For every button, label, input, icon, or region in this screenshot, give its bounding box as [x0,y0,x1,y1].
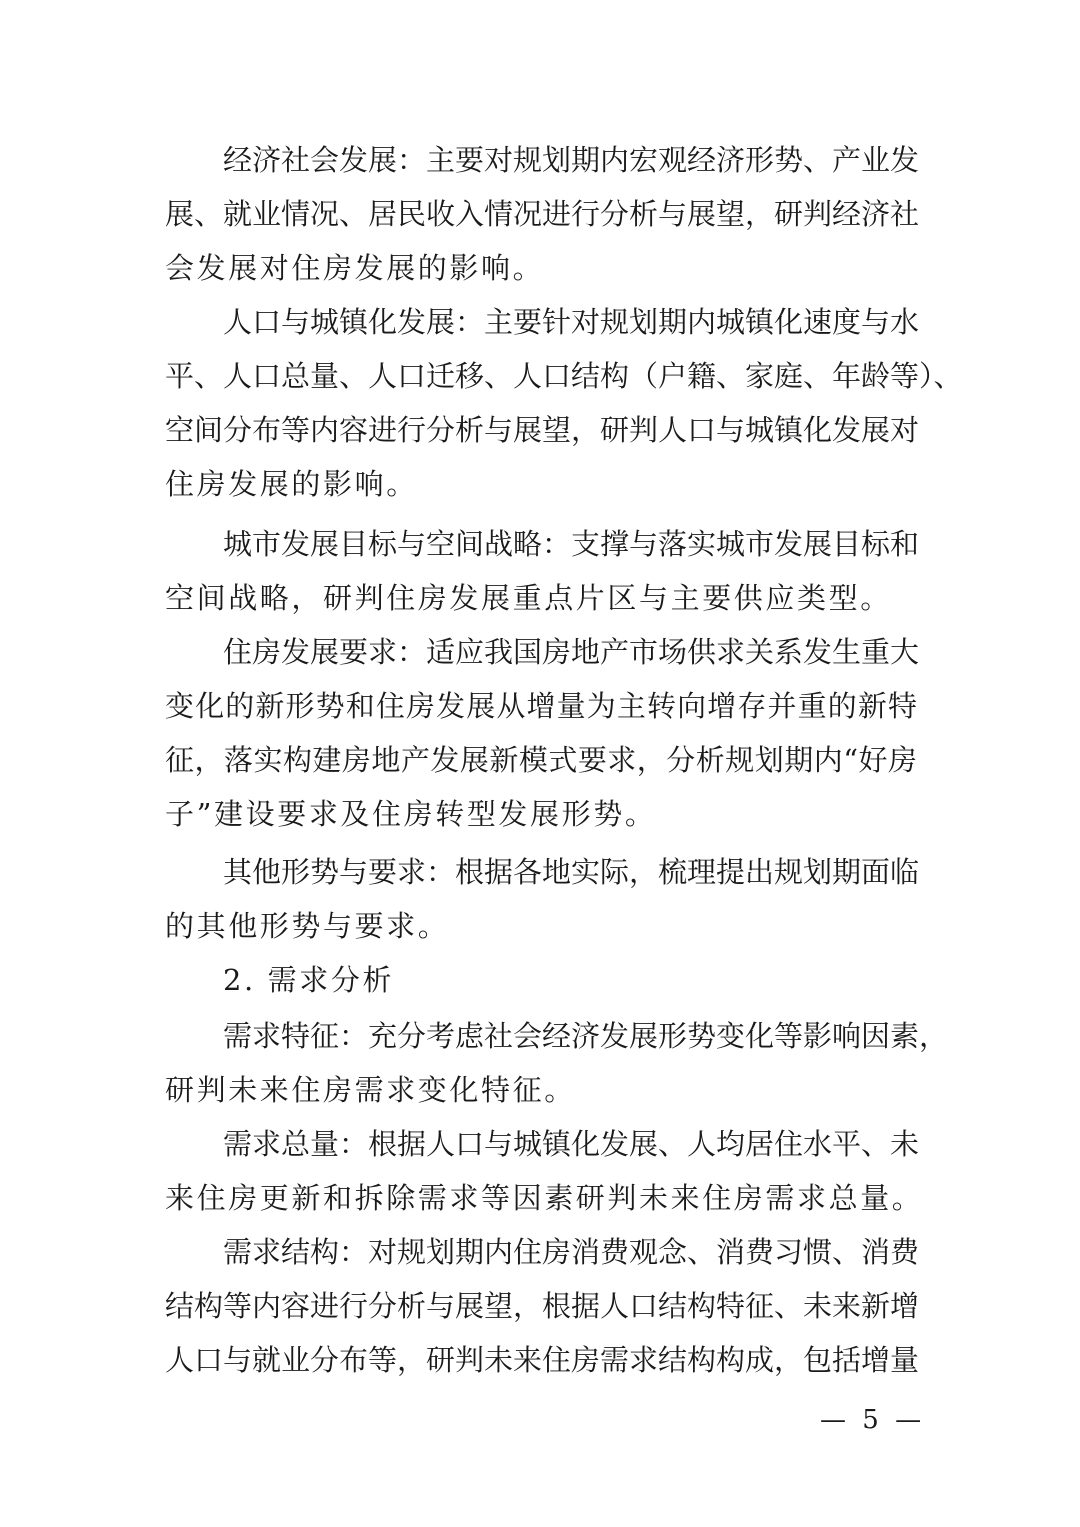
text-line: 研判未来住房需求变化特征。 [165,1073,576,1107]
text-line: 变化的新形势和住房发展从增量为主转向增存并重的新特 [165,689,917,723]
text-line: 空间战略，研判住房发展重点片区与主要供应类型。 [165,581,892,615]
text-line: 人口与就业分布等，研判未来住房需求结构构成，包括增量 [165,1343,920,1377]
text-line: 住房发展要求：适应我国房地产市场供求关系发生重大 [223,635,920,669]
text-line: 结构等内容进行分析与展望，根据人口结构特征、未来新增 [165,1289,920,1323]
text-line: 空间分布等内容进行分析与展望，研判人口与城镇化发展对 [165,413,920,447]
text-line: 来住房更新和拆除需求等因素研判未来住房需求总量。 [165,1181,924,1215]
text-line: 需求特征：充分考虑社会经济发展形势变化等影响因素， [223,1019,949,1053]
text-line: 展、就业情况、居民收入情况进行分析与展望，研判经济社 [165,197,920,231]
page-number: — 5 — [820,1405,926,1435]
text-line: 住房发展的影响。 [165,467,418,501]
text-line: 会发展对住房发展的影响。 [165,251,545,285]
text-line: 需求总量：根据人口与城镇化发展、人均居住水平、未 [223,1127,920,1161]
text-line: 的其他形势与要求。 [165,909,450,943]
text-line: 经济社会发展：主要对规划期内宏观经济形势、产业发 [223,143,920,177]
section-heading: 2. 需求分析 [223,963,395,997]
text-line: 子”建设要求及住房转型发展形势。 [165,797,657,831]
text-line: 征，落实构建房地产发展新模式要求，分析规划期内“好房 [165,743,917,777]
text-line: 城市发展目标与空间战略：支撑与落实城市发展目标和 [223,527,920,561]
text-line: 需求结构：对规划期内住房消费观念、消费习惯、消费 [223,1235,920,1269]
text-line: 平、人口总量、人口迁移、人口结构（户籍、家庭、年龄等）、 [165,359,963,393]
text-line: 其他形势与要求：根据各地实际，梳理提出规划期面临 [223,855,920,889]
text-line: 人口与城镇化发展：主要针对规划期内城镇化速度与水 [223,305,920,339]
